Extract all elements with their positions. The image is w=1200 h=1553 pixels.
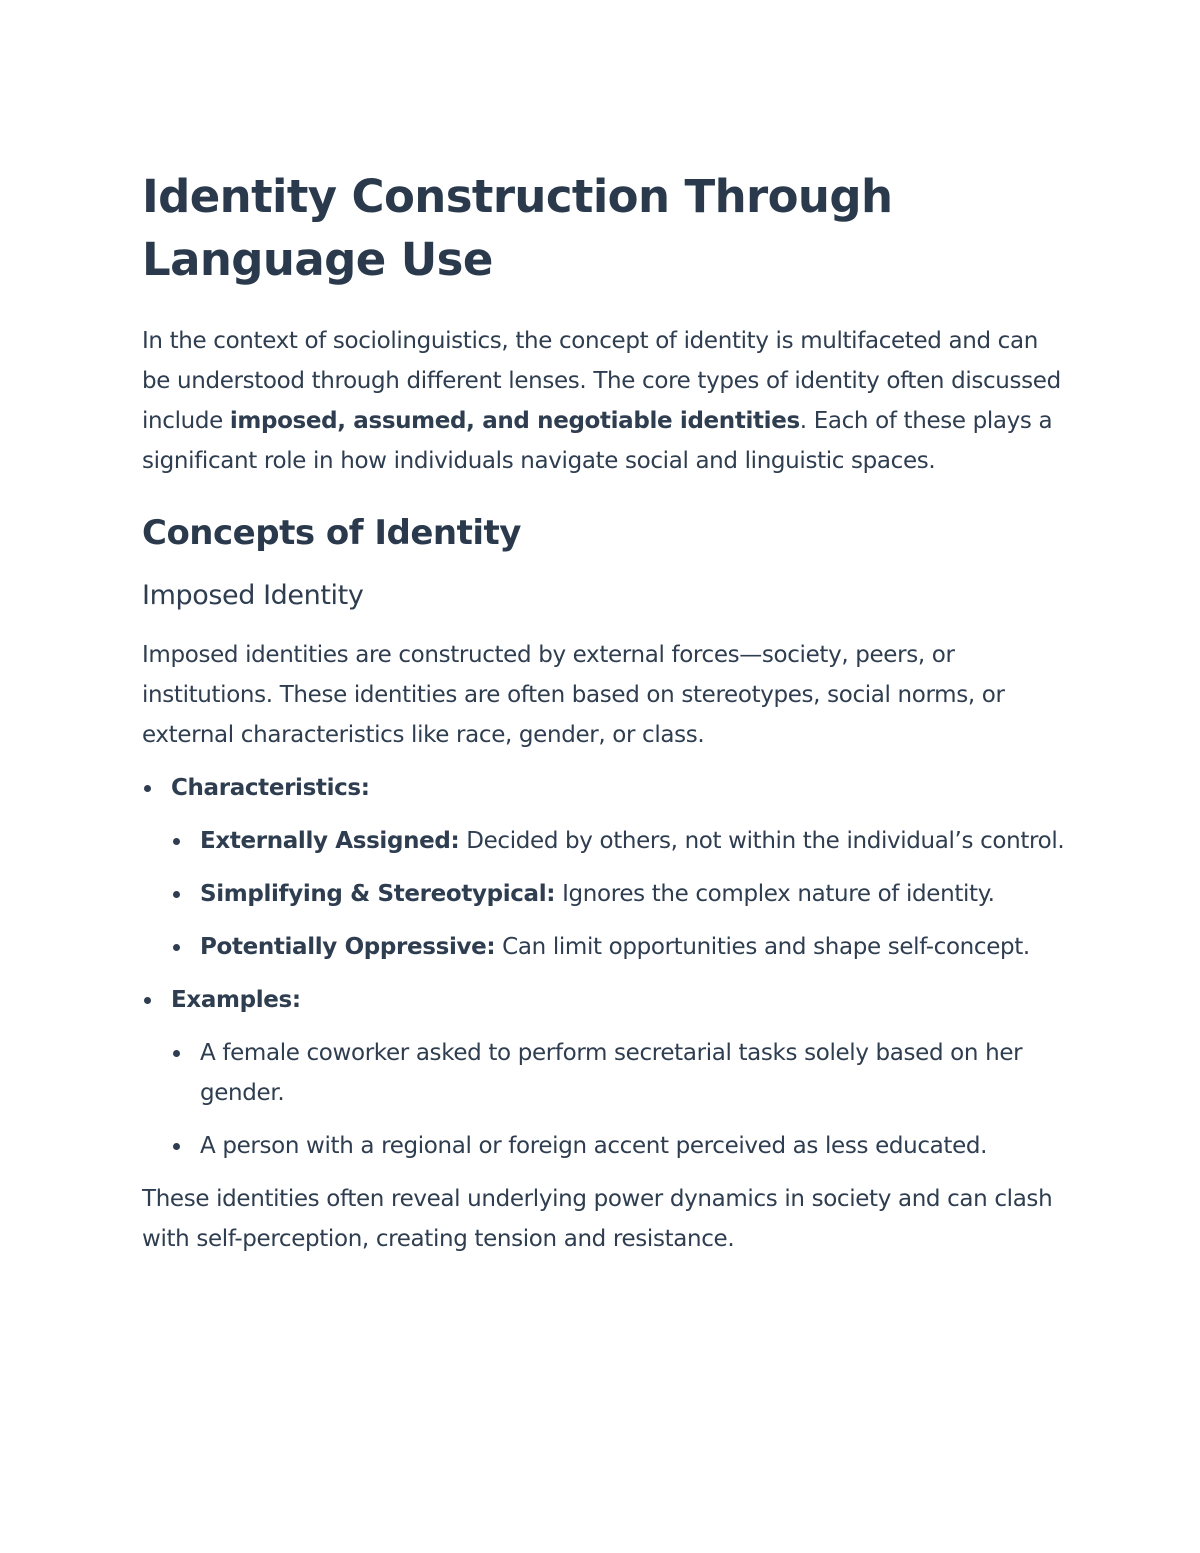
list-item: [142, 768, 1067, 967]
list-item: [171, 874, 1067, 914]
list-item: [142, 980, 1067, 1166]
list-item-text: Decided by others, not within the individual’s control.: [459, 828, 1065, 854]
examples-list: [171, 1033, 1067, 1166]
bullet-icon: [144, 997, 151, 1004]
list-item-text: Can limit opportunities and shape self-concept.: [495, 934, 1030, 960]
imposed-identity-paragraph: Imposed identities are constructed by external forces—society, peers, or institutions. These identities are often based on stereotypes, social norms, or external characteristics like race, gender, or class.: [142, 642, 1005, 748]
list-item-term: Potentially Oppressive:: [200, 934, 496, 960]
bullet-icon: [173, 838, 180, 845]
list-item: [171, 927, 1067, 967]
bullet-icon: [173, 944, 180, 951]
list-item: [171, 1033, 1067, 1113]
bullet-icon: [173, 1143, 180, 1150]
page-title: Identity Construction Through Language Use: [142, 170, 893, 286]
document-page: [142, 165, 1067, 1259]
intro-bold-terms: imposed, assumed, and negotiable identities: [229, 408, 800, 434]
closing-paragraph: These identities often reveal underlying power dynamics in society and can clash with self-perception, creating tension and resistance.: [142, 1186, 1053, 1252]
characteristics-list: [171, 821, 1067, 967]
list-item-term: Simplifying & Stereotypical:: [200, 881, 556, 907]
intro-paragraph: [142, 321, 1067, 481]
examples-label: Examples:: [171, 987, 301, 1013]
list-item-text: A person with a regional or foreign accent perceived as less educated.: [200, 1133, 988, 1159]
subsection-heading: Imposed Identity: [142, 580, 364, 611]
list-item-text: Ignores the complex nature of identity.: [555, 881, 995, 907]
bullet-icon: [173, 1050, 180, 1057]
section-heading: Concepts of Identity: [142, 513, 521, 553]
list-item-term: Externally Assigned:: [200, 828, 460, 854]
list-item: [171, 1126, 1067, 1166]
list-item: [171, 821, 1067, 861]
outer-list: [142, 768, 1067, 1166]
list-item-text: A female coworker asked to perform secretarial tasks solely based on her gender.: [200, 1040, 1023, 1106]
intro-text-start: In the context of sociolinguistics, the concept of identity is multifaceted and can be understood through different lenses. The core types of identity often discussed include: [142, 328, 1061, 434]
characteristics-label: Characteristics:: [171, 775, 370, 801]
bullet-icon: [144, 785, 151, 792]
bullet-icon: [173, 891, 180, 898]
intro-text-end: . Each of these plays a significant role in how individuals navigate social and linguistic spaces.: [142, 408, 1053, 474]
